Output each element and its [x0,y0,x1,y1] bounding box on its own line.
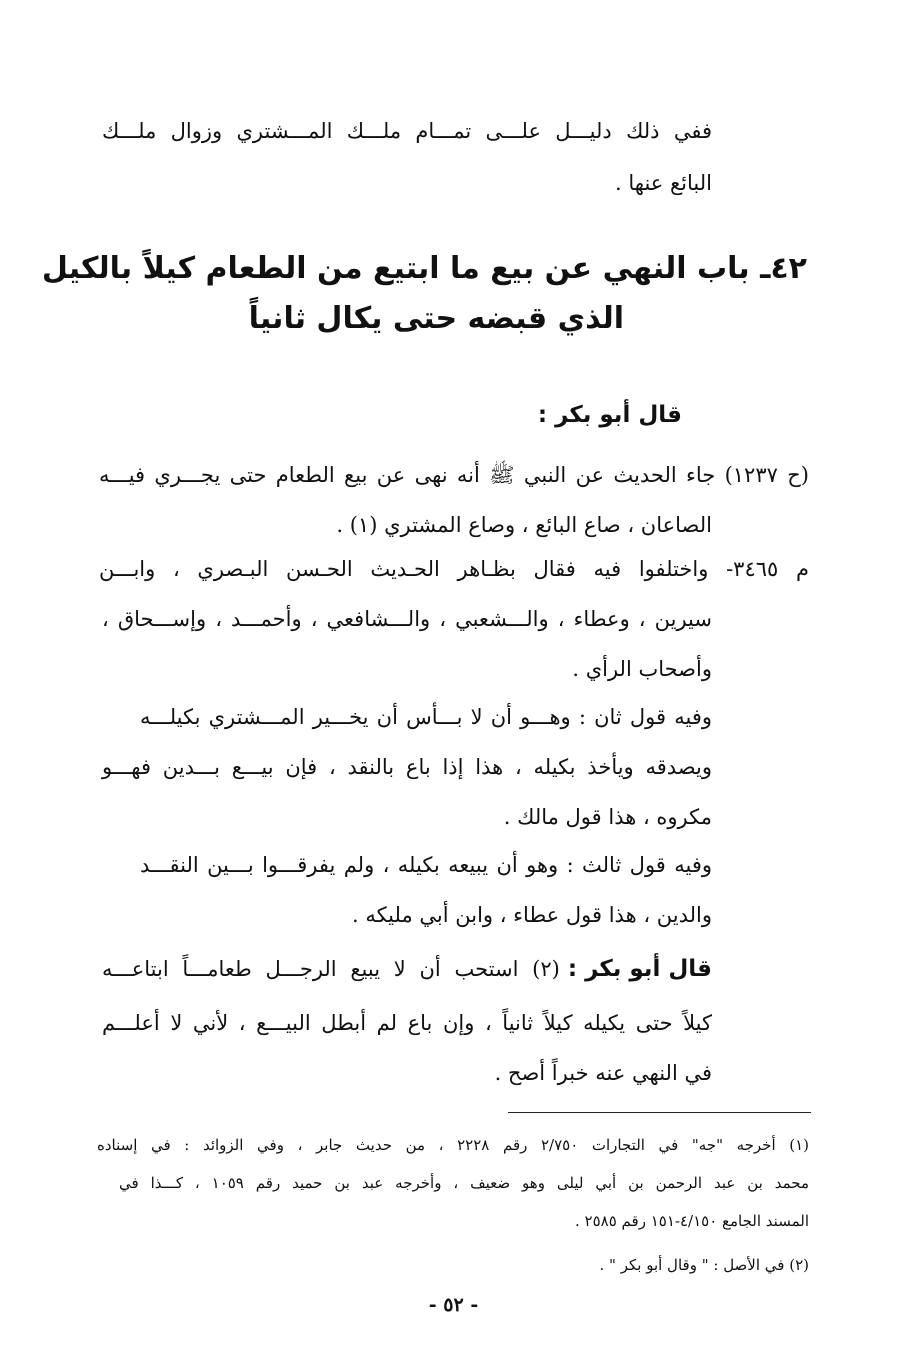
page-number: - ٥٢ - [428,1294,479,1316]
footnote-1-line-2: محمد بن عبد الرحمن بن أبي ليلى وهو ضعيف ، وأخرجه عبد بن حميد رقم ١٠٥٩ ، كـــذا في [119,1174,809,1192]
second-view-line-3: مكروه ، هذا قول مالك . [503,805,712,829]
intro-line-2: البائع عنها . [615,171,712,195]
intro-line-1: ففي ذلك دليـــل علـــى تمـــام ملـــك المـــشتري وزوال ملـــك [102,119,712,143]
third-view-line-2: والدين ، هذا قول عطاء ، وابن أبي مليكه . [351,903,712,927]
conclusion-line-1-text: (٢) استحب أن لا يبيع الرجـــل طعامـــاً ابتاعـــه [102,957,560,981]
masala-line-2: سيرين ، وعطاء ، والـــشعبي ، والـــشافعي ، وأحمـــد ، وإســـحاق ، [102,607,712,631]
footnote-1-line-3: المسند الجامع ٤/١٥٠-١٥١ رقم ٢٥٨٥ . [575,1212,809,1230]
masala-line-3: وأصحاب الرأي . [572,657,712,681]
masala-line-1: م ٣٤٦٥- واختلفوا فيه فقال بظـاهر الحـديث الحـسن البـصري ، وابـــن [99,557,809,581]
conclusion-line-2: كيلاً حتى يكيله كيلاً ثانياً ، وإن باع لم أبطل البيـــع ، لأني لا أعلـــم [102,1011,712,1035]
conclusion-line-3: في النهي عنه خبراً أصح . [494,1061,712,1085]
speaker-heading: قال أبو بكر : [537,402,682,428]
chapter-title-line-2: الذي قبضه حتى يكال ثانياً [248,301,624,336]
conclusion-speaker: قال أبو بكر : [567,956,712,982]
hadith-line-2: الصاعان ، صاع البائع ، وصاع المشتري (١) . [336,513,712,537]
conclusion-line-1 [102,954,712,984]
footnote-separator [508,1112,811,1113]
footnote-2-line-1: (٢) في الأصل : " وقال أبو بكر " . [599,1256,809,1274]
hadith-line-1: (ح ١٢٣٧) جاء الحديث عن النبي ﷺ أنه نهى عن بيع الطعام حتى يجـــري فيـــه [99,463,809,487]
footnote-1-line-1: (١) أخرجه "جه" في التجارات ٢/٧٥٠ رقم ٢٢٢٨ ، من حديث جابر ، وفي الزوائد : في إسناده [97,1136,809,1154]
third-view-line-1: وفيه قول ثالث : وهو أن يبيعه بكيله ، ولم يفرقـــوا بـــين النقـــد [140,853,712,877]
second-view-line-2: ويصدقه ويأخذ بكيله ، هذا إذا باع بالنقد ، فإن بيـــع بـــدين فهـــو [102,755,712,779]
chapter-title-line-1: ٤٢ـ باب النهي عن بيع ما ابتيع من الطعام كيلاً بالكيل [41,251,807,286]
second-view-line-1: وفيه قول ثان : وهـــو أن لا بـــأس أن يخـــير المـــشتري بكيلـــه [140,705,712,729]
